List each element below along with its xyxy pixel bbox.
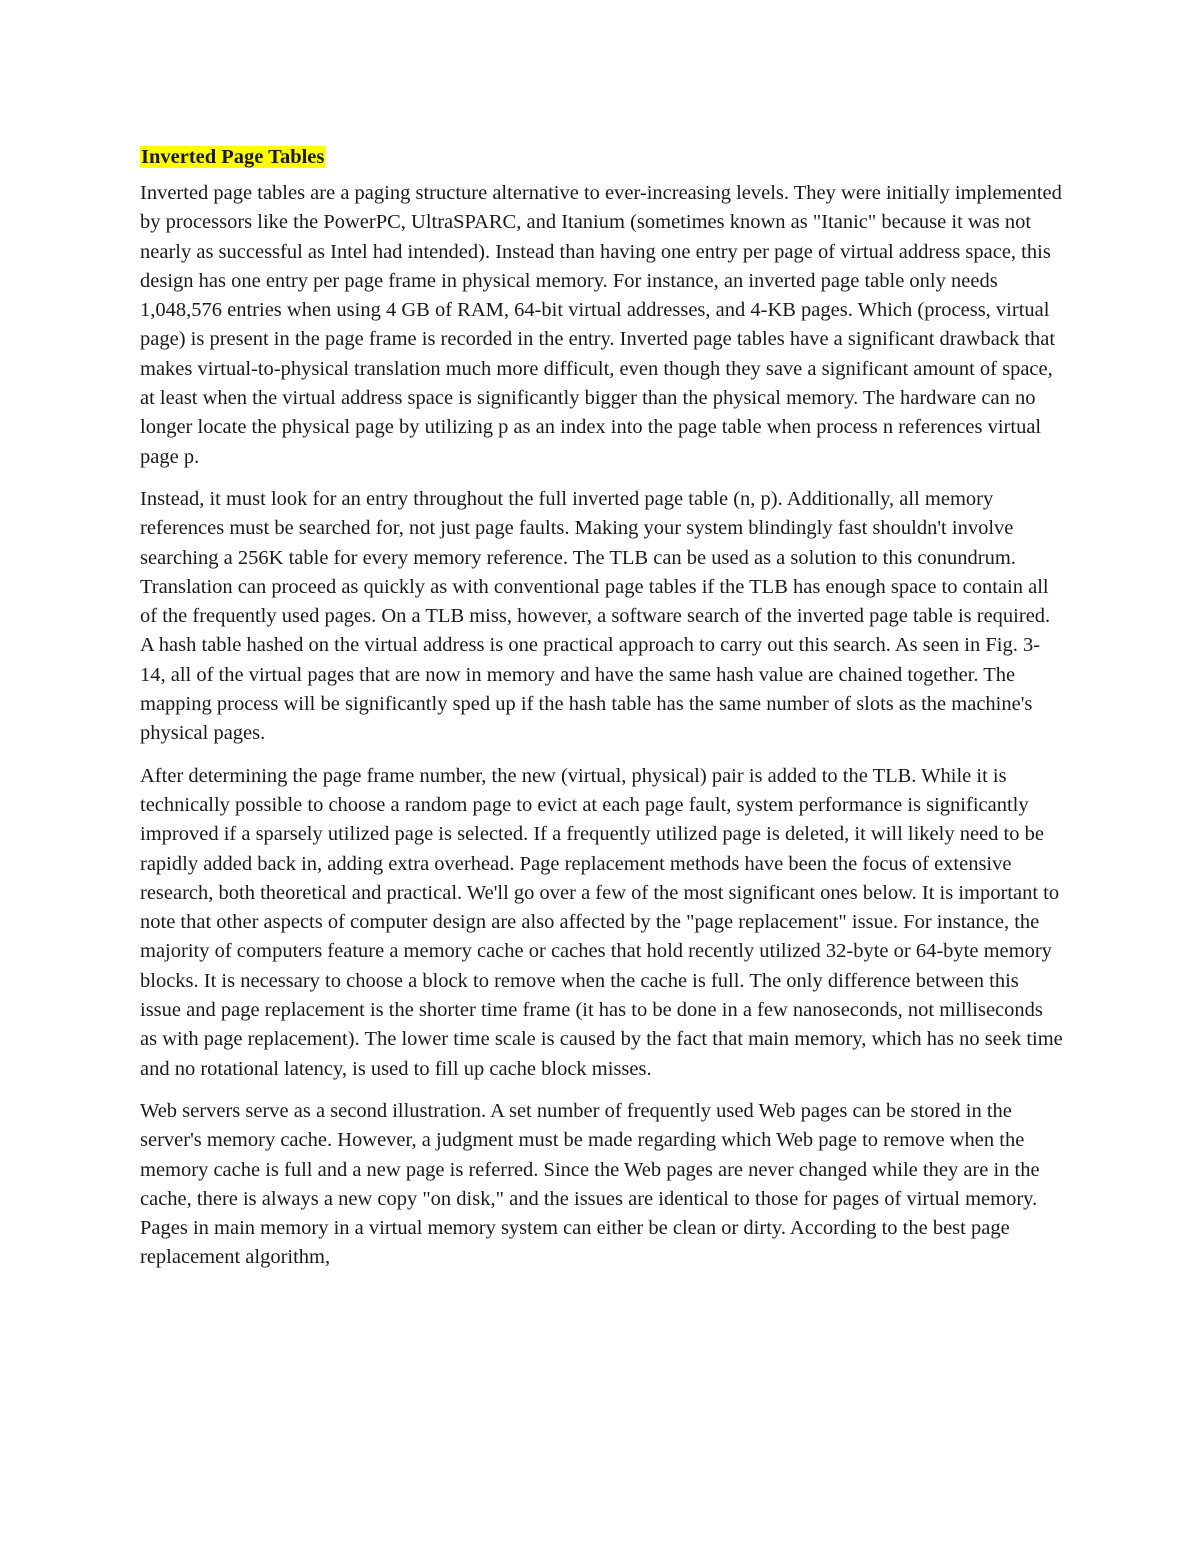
- paragraph-1: Inverted page tables are a paging structure alternative to ever-increasing levels. They were initially implemented by processors like the PowerPC, UltraSPARC, and Itanium (sometimes known as "Itanic" because it was not nearly as successful as Intel had intended). Instead than having one entry per page of virtual address space, this design has one entry per page frame in physical memory. For instance, an inverted page table only needs 1,048,576 entries when using 4 GB of RAM, 64-bit virtual addresses, and 4-KB pages. Which (process, virtual page) is present in the page frame is recorded in the entry. Inverted page tables have a significant drawback that makes virtual-to-physical translation much more difficult, even though they save a significant amount of space, at least when the virtual address space is significantly bigger than the physical memory. The hardware can no longer locate the physical page by utilizing p as an index into the page table when process n references virtual page p.: [140, 182, 1062, 468]
- paragraph-2: Instead, it must look for an entry throughout the full inverted page table (n, p). Additionally, all memory references must be searched for, not just page faults. Making your system blindingly fast shouldn't involve searching a 256K table for every memory reference. The TLB can be used as a solution to this conundrum. Translation can proceed as quickly as with conventional page tables if the TLB has enough space to contain all of the frequently used pages. On a TLB miss, however, a software search of the inverted page table is required. A hash table hashed on the virtual address is one practical approach to carry out this search. As seen in Fig. 3-14, all of the virtual pages that are now in memory and have the same hash value are chained together. The mapping process will be significantly sped up if the hash table has the same number of slots as the machine's physical pages.: [140, 487, 1051, 745]
- document-page: [140, 141, 1064, 1286]
- page-title: [140, 141, 1064, 173]
- highlighted-title-text: Inverted Page Tables: [141, 146, 325, 168]
- paragraph-3: After determining the page frame number, the new (virtual, physical) pair is added to the TLB. While it is technically possible to choose a random page to evict at each page fault, system performance is significantly improved if a sparsely utilized page is selected. If a frequently utilized page is deleted, it will likely need to be rapidly added back in, adding extra overhead. Page replacement methods have been the focus of extensive research, both theoretical and practical. We'll go over a few of the most significant ones below. It is important to note that other aspects of computer design are also affected by the "page replacement" issue. For instance, the majority of computers feature a memory cache or caches that hold recently utilized 32-byte or 64-byte memory blocks. It is necessary to choose a block to remove when the cache is full. The only difference between this issue and page replacement is the shorter time frame (it has to be done in a few nanoseconds, not milliseconds as with page replacement). The lower time scale is caused by the fact that main memory, which has no seek time and no rotational latency, is used to fill up cache block misses.: [140, 764, 1063, 1080]
- paragraph-4: Web servers serve as a second illustration. A set number of frequently used Web pages can be stored in the server's memory cache. However, a judgment must be made regarding which Web page to remove when the memory cache is full and a new page is referred. Since the Web pages are never changed while they are in the cache, there is always a new copy "on disk," and the issues are identical to those for pages of virtual memory. Pages in main memory in a virtual memory system can either be clean or dirty. According to the best page replacement algorithm,: [140, 1099, 1040, 1269]
